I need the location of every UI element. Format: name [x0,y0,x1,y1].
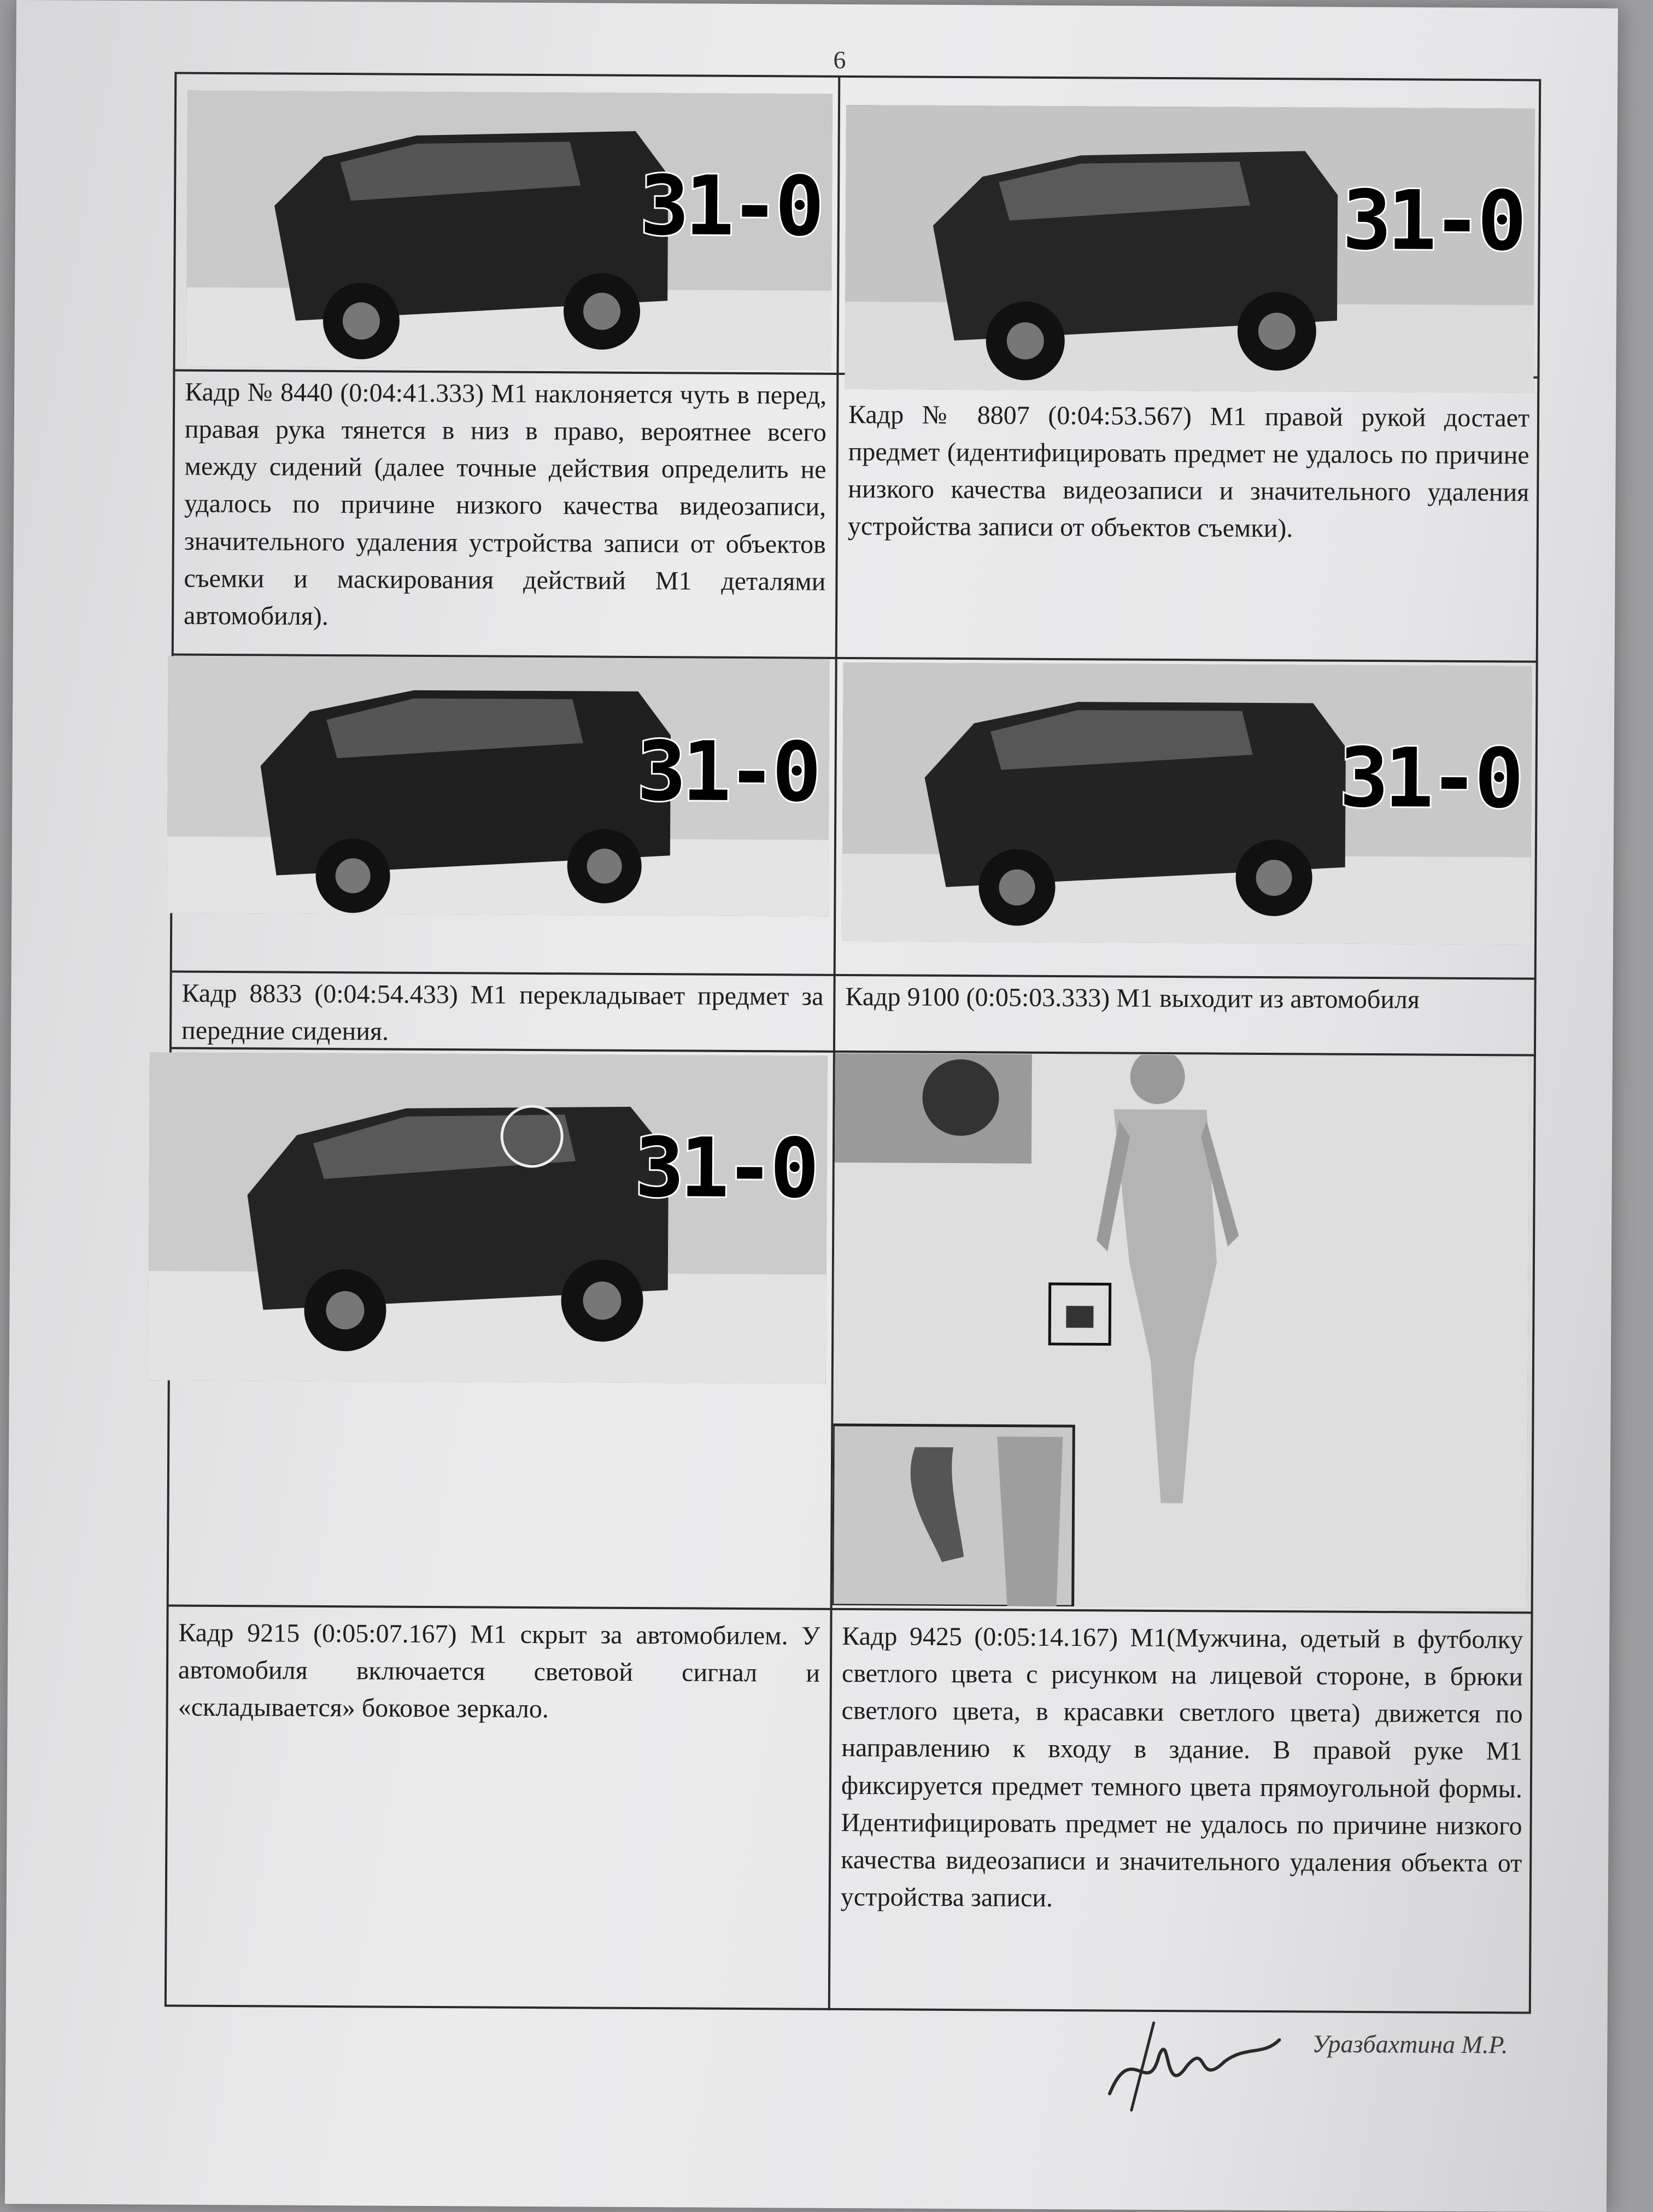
frame-caption: Кадр № 8440 (0:04:41.333) М1 наклоняется чуть в перед, правая рука тянется в низ в право, вероятнее всего между сидений (далее точные действия определить не удалось по причине низкого качества видеозаписи, значительного удаления устройства записи от объектов съемки и маскирования действий М1 деталями автомобиля). [183,377,827,631]
video-frame-9215 [148,1052,828,1383]
timecode-overlay: 31-0 [635,1120,816,1217]
frame-caption: Кадр 9215 (0:05:07.167) М1 скрыт за автомобилем. У автомобиля включается световой сигнал и «складывается» боковое зеркало. [178,1618,820,1724]
video-frame-9100 [842,662,1532,945]
video-frame-8440 [186,91,833,370]
video-frame-8807 [845,105,1535,393]
person-image [833,1053,1529,1609]
document-page [5,0,1618,2212]
page-number: 6 [833,45,846,74]
timecode-overlay: 31-0 [636,724,818,820]
signatory-name: Уразбахтина М.Р. [1312,2029,1508,2059]
timecode-overlay: 31-0 [1339,730,1520,827]
timecode-overlay: 31-0 [1342,173,1523,269]
frame-caption: Кадр 9100 (0:05:03.333) М1 выходит из автомобиля [845,982,1420,1014]
handwritten-signature [1099,2006,1285,2116]
timecode-overlay: 31-0 [640,158,820,255]
video-frame-9425 [833,1053,1529,1609]
frames-table [165,72,1541,2014]
frame-caption: Кадр 8833 (0:04:54.433) М1 перекладывает предмет за передние сидения. [181,978,824,1046]
frame-caption: Кадр 9425 (0:05:14.167) М1(Мужчина, одетый в футболку светлого цвета с рисунком на лицевой стороне, в брюки светлого цвета, в красавки светлого цвета) движется по направлению к входу в здание. В правой руке М1 фиксируется предмет темного цвета прямоугольной формы. Идентифицировать предмет не удалось по причине низкого качества видеозаписи и значительного удаления объекта от устройства записи. [840,1621,1523,1913]
frame-caption: Кадр № 8807 (0:04:53.567) М1 правой рукой достает предмет (идентифицировать предмет не удалось по причине низкого качества видеозаписи и значительного удаления устройства записи от объектов съемки). [847,400,1530,543]
video-frame-8833 [167,656,829,916]
car-image [148,1052,828,1383]
